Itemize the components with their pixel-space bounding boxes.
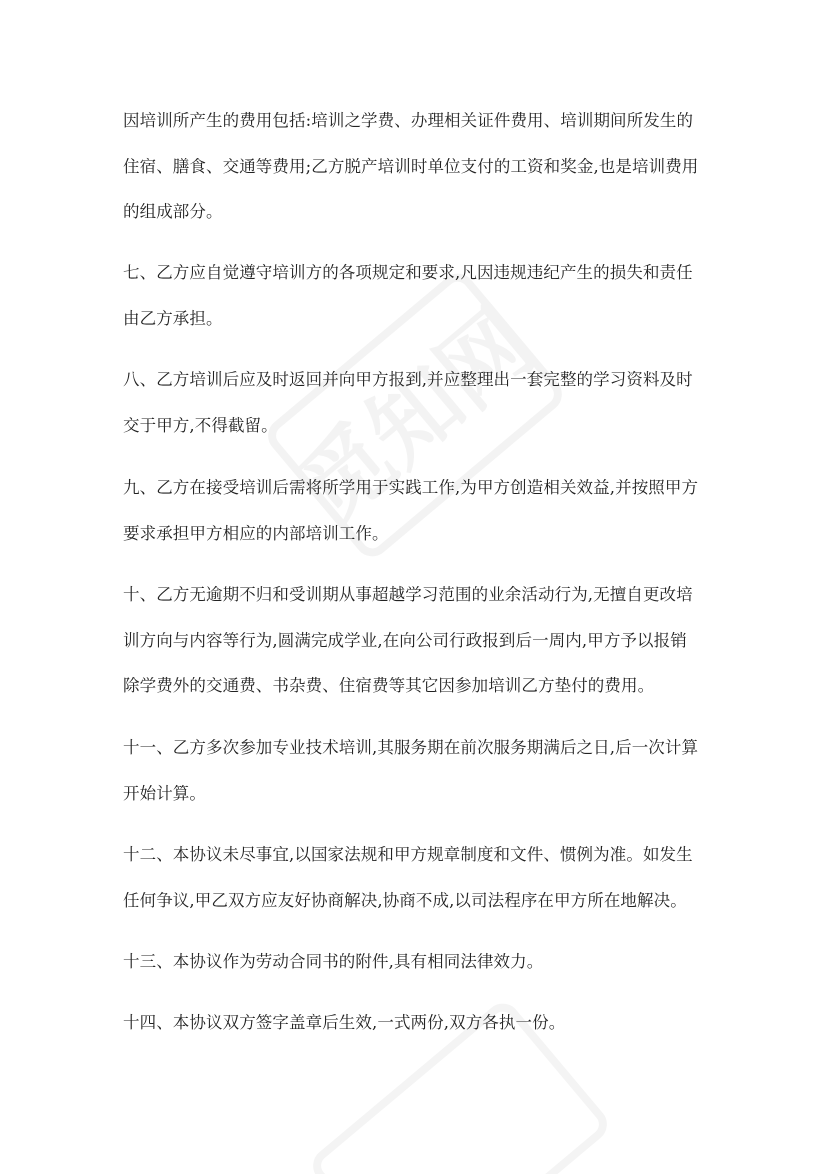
paragraph-line: 七、乙方应自觉遵守培训方的各项规定和要求,凡因违规违纪产生的损失和责任: [123, 263, 693, 282]
paragraph-line: 十三、本协议作为劳动合同书的附件,具有相同法律效力。: [123, 952, 544, 971]
paragraph-clause-7: [123, 250, 713, 341]
paragraph-training-costs: [123, 98, 713, 235]
paragraph-line: 八、乙方培训后应及时返回并向甲方报到,并应整理出一套完整的学习资料及时: [123, 370, 693, 389]
paragraph-line: 十二、本协议未尽事宜,以国家法规和甲方规章制度和文件、惯例为准。如发生: [123, 845, 693, 864]
paragraph-line: 十、乙方无逾期不归和受训期从事超越学习范围的业余活动行为,无擅自更改培: [123, 585, 693, 604]
paragraph-line: 的组成部分。: [123, 202, 223, 221]
paragraph-line: 九、乙方在接受培训后需将所学用于实践工作,为甲方创造相关效益,并按照甲方: [123, 478, 699, 497]
paragraph-clause-8: [123, 357, 713, 448]
paragraph-clause-10: [123, 572, 713, 709]
paragraph-line: 任何争议,甲乙双方应友好协商解决,协商不成,以司法程序在甲方所在地解决。: [123, 890, 687, 910]
paragraph-line: 十一、乙方多次参加专业技术培训,其服务期在前次服务期满后之日,后一次计算: [123, 738, 699, 757]
paragraph-line: 因培训所产生的费用包括:培训之学费、办理相关证件费用、培训期间所发生的: [123, 111, 694, 130]
paragraph-line: 训方向与内容等行为,圆满完成学业,在向公司行政报到后一周内,甲方予以报销: [123, 630, 687, 650]
paragraph-line: 住宿、膳食、交通等费用;乙方脱产培训时单位支付的工资和奖金,也是培训费用: [123, 156, 699, 176]
paragraph-line: 开始计算。: [123, 783, 206, 803]
paragraph-line: 要求承担甲方相应的内部培训工作。: [123, 523, 389, 543]
paragraph-clause-12: [123, 832, 713, 923]
paragraph-line: 十四、本协议双方签字盖章后生效,一式两份,双方各执一份。: [123, 1013, 566, 1032]
paragraph-line: 由乙方承担。: [123, 308, 223, 328]
paragraph-clause-13: [123, 939, 713, 985]
paragraph-line: 交于甲方,不得截留。: [123, 415, 278, 435]
paragraph-clause-11: [123, 725, 713, 816]
paragraph-line: 除学费外的交通费、书杂费、住宿费等其它因参加培训乙方垫付的费用。: [123, 676, 655, 695]
paragraph-clause-14: [123, 1000, 713, 1046]
paragraph-clause-9: [123, 465, 713, 556]
